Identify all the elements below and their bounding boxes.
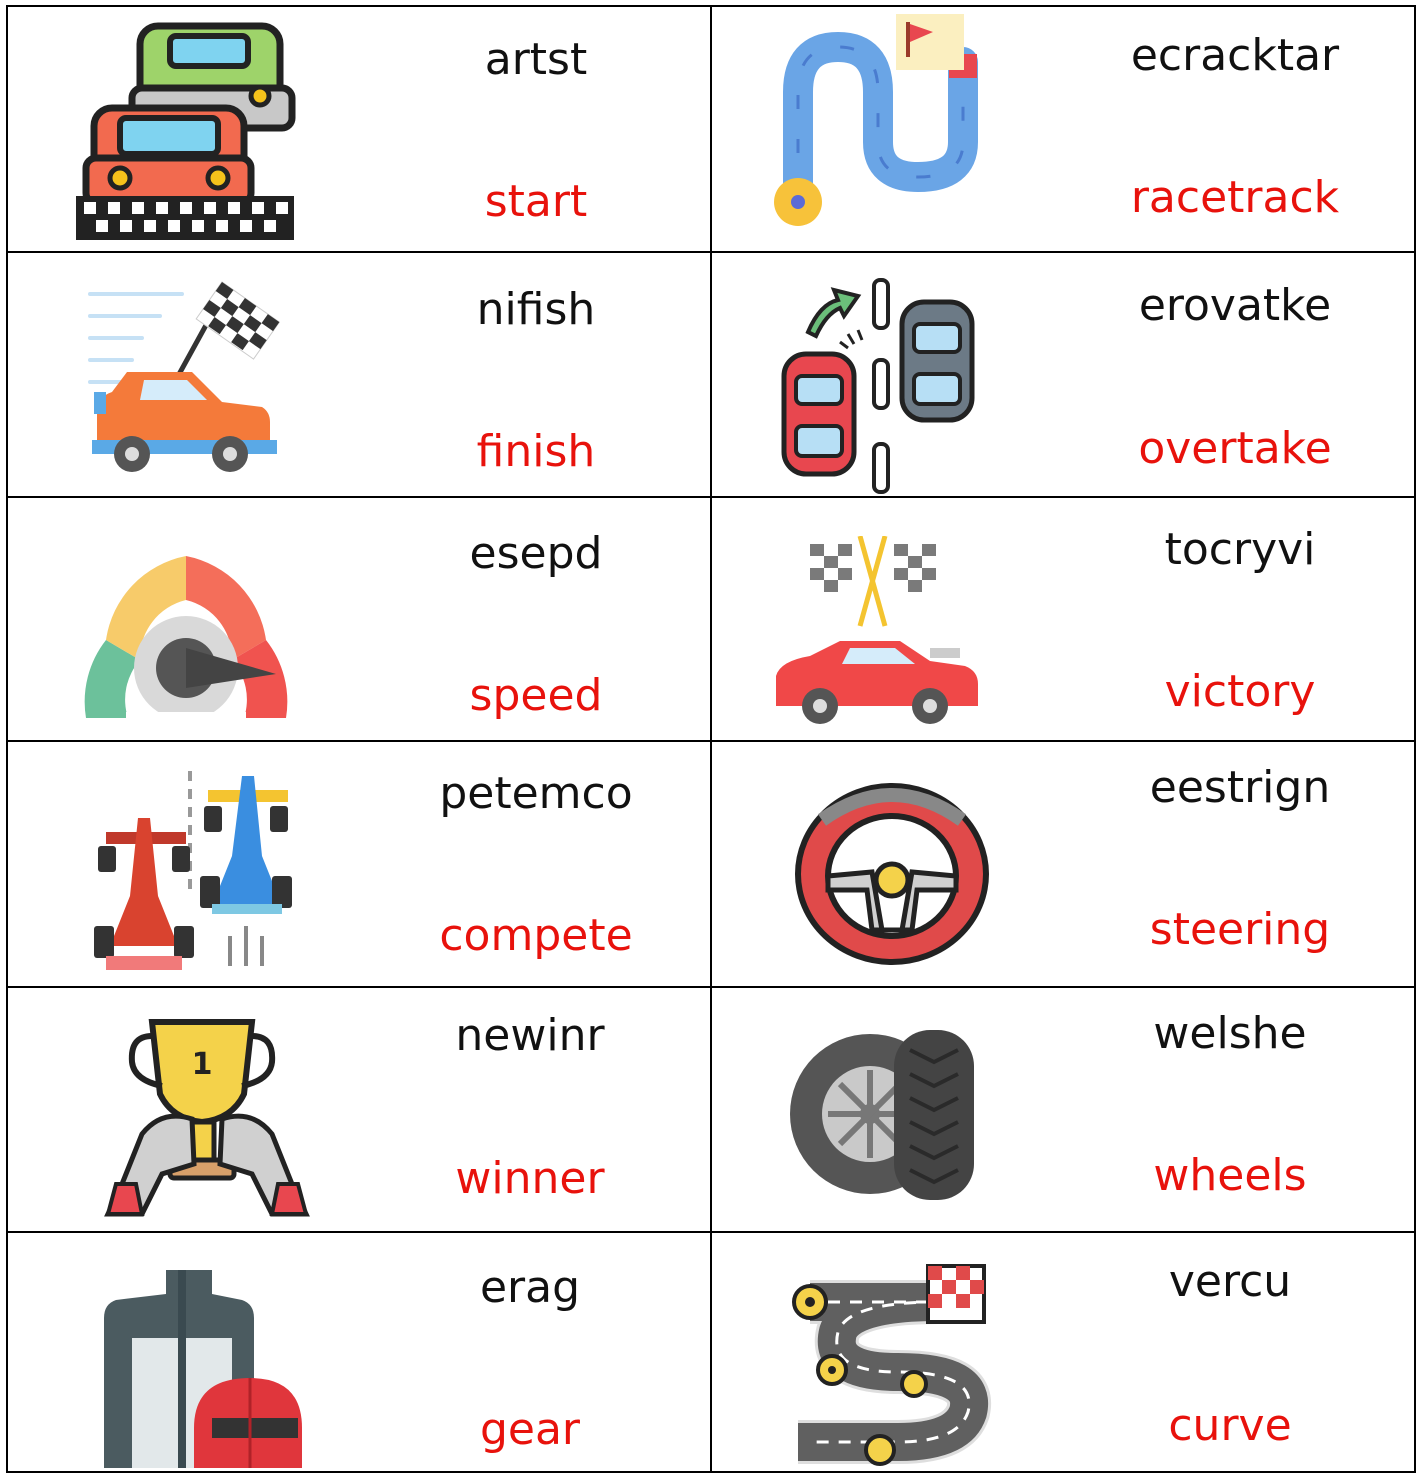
- steering-wheel-icon: [792, 780, 992, 968]
- row-divider: [8, 1231, 1414, 1233]
- row-divider: [8, 496, 1414, 498]
- racing-suit-helmet-icon: [102, 1268, 304, 1470]
- wheels-tyres-icon: [790, 1026, 976, 1202]
- trophy-hands-icon: [102, 1014, 312, 1220]
- scrambled-word: erovatke: [1138, 280, 1332, 331]
- scrambled-word: nifish: [476, 284, 596, 335]
- scrambled-word: vercu: [1168, 1256, 1292, 1307]
- answer-word: overtake: [1138, 423, 1332, 474]
- scrambled-word: petemco: [439, 768, 633, 819]
- scrambled-word: eestrign: [1149, 762, 1331, 813]
- race-car-checkered-flag-icon: [82, 272, 302, 477]
- scrambled-word: esepd: [469, 528, 603, 579]
- row-divider: [8, 986, 1414, 988]
- overtaking-cars-icon: [778, 274, 978, 496]
- answer-word: victory: [1164, 666, 1316, 717]
- answer-word: gear: [479, 1404, 581, 1455]
- starting-grid-cars-icon: [72, 18, 302, 243]
- scrambled-word: ecracktar: [1130, 30, 1340, 81]
- answer-word: start: [484, 176, 588, 227]
- scrambled-word: welshe: [1153, 1008, 1307, 1059]
- answer-word: curve: [1168, 1400, 1292, 1451]
- answer-word: finish: [476, 426, 596, 477]
- scrambled-word: newinr: [455, 1010, 605, 1061]
- row-divider: [8, 740, 1414, 742]
- speedometer-icon: [70, 552, 302, 722]
- racetrack-route-icon: [768, 12, 998, 232]
- answer-word: wheels: [1153, 1150, 1307, 1201]
- victory-car-flags-icon: [770, 536, 982, 726]
- answer-word: winner: [455, 1153, 605, 1204]
- curvy-road-icon: [788, 1262, 994, 1468]
- svg-text:1: 1: [191, 1047, 213, 1082]
- answer-word: steering: [1149, 904, 1331, 955]
- scrambled-word: erag: [479, 1262, 581, 1313]
- scrambled-word: tocryvi: [1164, 524, 1316, 575]
- answer-word: compete: [439, 910, 633, 961]
- column-divider: [710, 7, 712, 1471]
- formula-cars-icon: [92, 766, 304, 976]
- scrambled-word: artst: [484, 34, 588, 85]
- row-divider: [8, 251, 1414, 253]
- answer-word: racetrack: [1130, 172, 1340, 223]
- answer-word: speed: [469, 670, 603, 721]
